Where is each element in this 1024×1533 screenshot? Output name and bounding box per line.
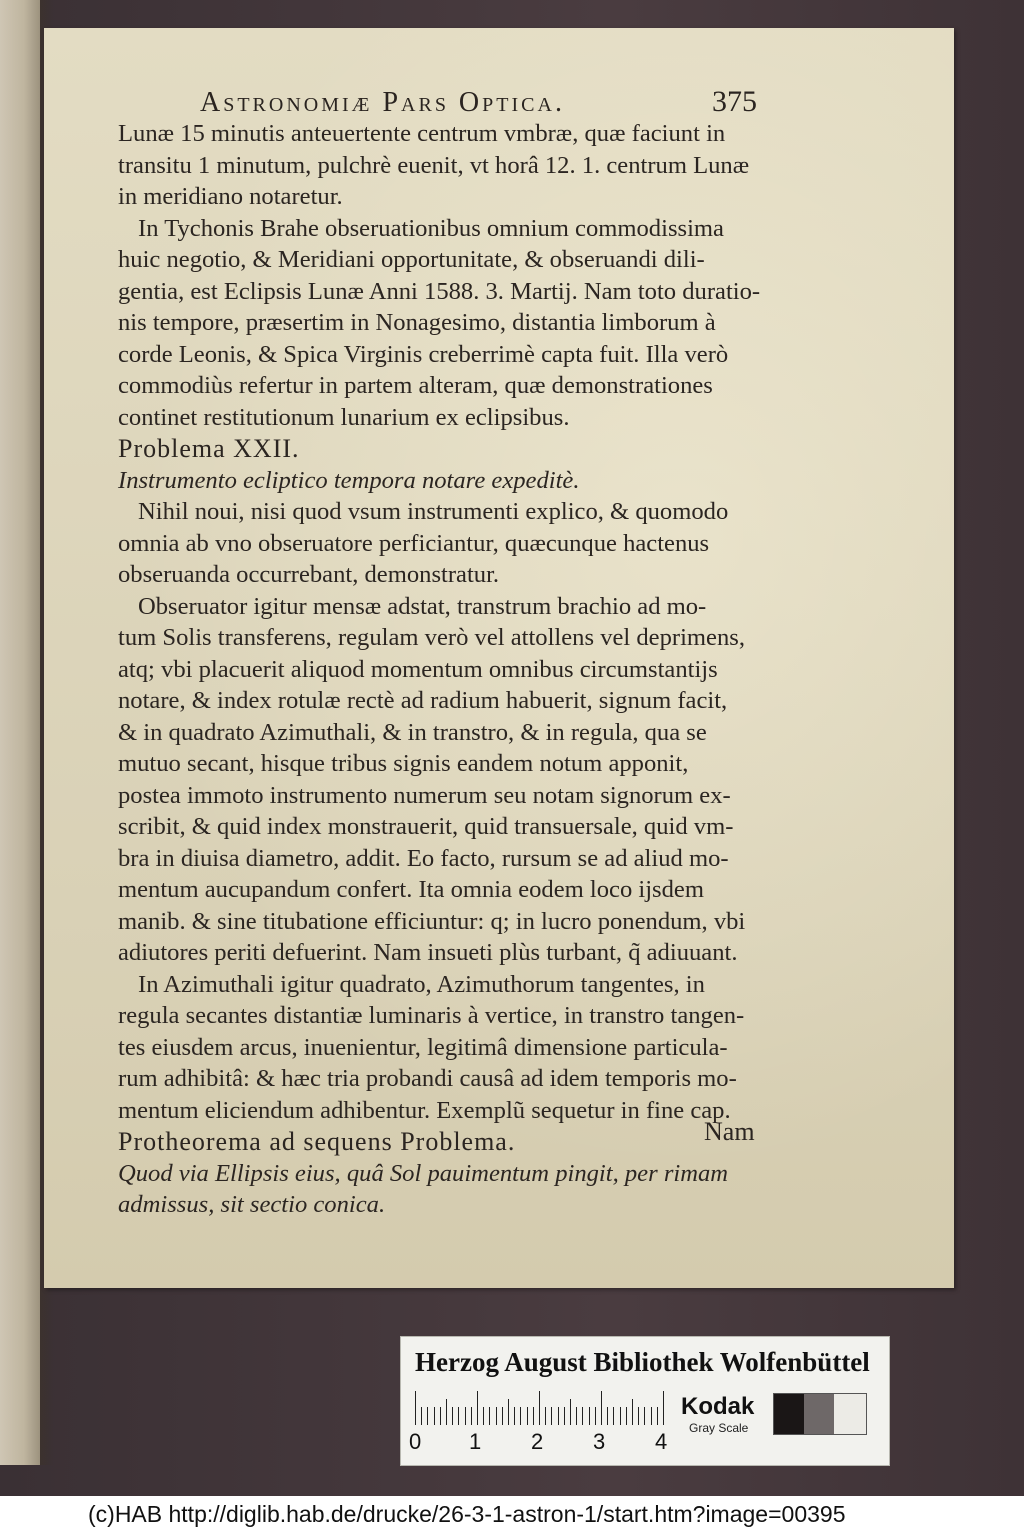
text-line: In Tychonis Brahe obseruationibus omnium commodissima: [138, 214, 724, 242]
ruler-number: 0: [409, 1429, 422, 1454]
text-line: tes eiusdem arcus, inuenientur, legitimâ dimensione particula-: [118, 1033, 728, 1061]
text-line: in meridiano notaretur.: [118, 183, 343, 210]
swatch-white: [834, 1394, 866, 1434]
ruler-tick: [638, 1407, 639, 1425]
ruler-tick: [558, 1407, 559, 1425]
ruler-tick: [520, 1407, 521, 1425]
ruler-tick: [527, 1407, 528, 1425]
gray-scale-swatches: [773, 1393, 867, 1435]
text-line: tum Solis transferens, regulam verò vel attollens vel deprimens,: [118, 624, 745, 651]
protheorema-heading: Protheorema ad sequens Problema.: [118, 1127, 516, 1156]
text-line: In Azimuthali igitur quadrato, Azimuthorum tangentes, in: [138, 970, 705, 998]
text-line: notare, & index rotulæ rectè ad radium habuerit, signum facit,: [118, 687, 728, 714]
text-line: commodiùs refertur in partem alteram, quæ demonstrationes: [118, 372, 713, 399]
ruler-tick: [465, 1407, 466, 1425]
ruler-tick: [415, 1391, 416, 1425]
text-line: continet restitutionum lunarium ex eclipsibus.: [118, 403, 570, 431]
library-name: Herzog August Bibliothek Wolfenbüttel: [415, 1347, 870, 1377]
ruler-tick: [427, 1407, 428, 1425]
caption-text: (c)HAB http://diglib.hab.de/drucke/26-3-1-astron-1/start.htm?image=00395: [88, 1501, 846, 1527]
ruler-tick: [644, 1407, 645, 1425]
text-line: transitu 1 minutum, pulchrè euenit, vt horâ 12. 1. centrum Lunæ: [118, 151, 750, 179]
ruler-tick: [434, 1407, 435, 1425]
text-line: obseruanda occurrebant, demonstratur.: [118, 561, 500, 588]
ruler-tick: [471, 1407, 472, 1425]
ruler-tick: [564, 1407, 565, 1425]
text-line: postea immoto instrumento numerum seu notam signorum ex-: [118, 781, 731, 809]
problem-subheading: Instrumento ecliptico tempora notare expeditè.: [118, 466, 580, 494]
ruler-tick: [489, 1407, 490, 1425]
text-line: adiutores periti defuerint. Nam insueti plùs turbant, q̃ adiuuant.: [118, 939, 738, 966]
text-line: omnia ab vno obseruatore perficiantur, quæcunque hactenus: [118, 529, 710, 557]
protheorema-subheading: [118, 1158, 768, 1221]
ruler-tick: [551, 1407, 552, 1425]
ruler-tick: [576, 1407, 577, 1425]
text-line: scribit, & quid index monstrauerit, quid transuersale, quid vm-: [118, 813, 734, 840]
text-line: atq; vbi placuerit aliquod momentum omnibus circumstantijs: [118, 655, 718, 683]
ruler-tick: [508, 1399, 509, 1425]
gray-scale-label: Gray Scale: [689, 1421, 749, 1435]
swatch-gray: [804, 1394, 834, 1434]
text-line: gentia, est Eclipsis Lunæ Anni 1588. 3. Martij. Nam toto duratio-: [118, 277, 761, 305]
text-line: & in quadrato Azimuthali, & in transtro, & in regula, qua se: [118, 718, 707, 746]
text-line: Obseruator igitur mensæ adstat, transtrum brachio ad mo-: [138, 592, 707, 620]
paragraph-5: [118, 969, 768, 1127]
paragraph-1: [118, 118, 768, 213]
text-line: admissus, sit sectio conica.: [118, 1191, 386, 1218]
kodak-logo: Kodak: [681, 1393, 755, 1420]
paragraph-2: [118, 213, 768, 434]
scale-ruler: [415, 1389, 669, 1425]
ruler-tick: [601, 1391, 602, 1425]
ruler-tick: [483, 1407, 484, 1425]
problem-heading: Problema XXII.: [118, 434, 300, 463]
ruler-tick: [533, 1407, 534, 1425]
running-title: Astronomiæ Pars Optica.: [200, 87, 565, 118]
swatch-black: [774, 1394, 804, 1434]
ruler-tick: [440, 1407, 441, 1425]
ruler-tick: [657, 1407, 658, 1425]
ruler-tick: [570, 1399, 571, 1425]
ruler-tick: [613, 1407, 614, 1425]
text-line: mutuo secant, hisque tribus signis eandem notum apponit,: [118, 750, 689, 777]
ruler-tick: [545, 1407, 546, 1425]
text-line: corde Leonis, & Spica Virginis creberrimè capta fuit. Illa verò: [118, 340, 729, 368]
ruler-number: 3: [593, 1429, 606, 1454]
ruler-tick: [607, 1407, 608, 1425]
text-line: bra in diuisa diametro, addit. Eo facto, rursum se ad aliud mo-: [118, 844, 729, 872]
color-target-card: [400, 1336, 890, 1466]
ruler-tick: [539, 1391, 540, 1425]
ruler-number: 1: [469, 1429, 482, 1454]
ruler-tick: [458, 1407, 459, 1425]
text-line: regula secantes distantiæ luminaris à vertice, in transtro tangen-: [118, 1002, 745, 1029]
ruler-tick: [446, 1399, 447, 1425]
ruler-tick: [582, 1407, 583, 1425]
text-line: manib. & sine titubatione efficiuntur: q; in lucro ponendum, vbi: [118, 907, 746, 935]
book-gutter: [0, 0, 40, 1465]
text-line: Lunæ 15 minutis anteuertente centrum vmbræ, quæ faciunt in: [118, 120, 726, 147]
page-text: [118, 118, 768, 1221]
ruler-tick: [626, 1407, 627, 1425]
ruler-number: 2: [531, 1429, 544, 1454]
text-line: rum adhibitâ: & hæc tria probandi causâ ad idem temporis mo-: [118, 1065, 737, 1092]
ruler-tick: [589, 1407, 590, 1425]
ruler-tick: [632, 1399, 633, 1425]
copyright-caption: [0, 1496, 1024, 1533]
ruler-tick: [514, 1407, 515, 1425]
catchword: Nam: [704, 1117, 755, 1146]
text-line: mentum aucupandum confert. Ita omnia eodem loco ijsdem: [118, 876, 704, 903]
paragraph-3: [118, 496, 768, 591]
text-line: Quod via Ellipsis eius, quâ Sol pauimentum pingit, per rimam: [118, 1159, 729, 1187]
ruler-tick: [651, 1407, 652, 1425]
ruler-number: 4: [655, 1429, 668, 1454]
text-line: huic negotio, & Meridiani opportunitate, & obseruandi dili-: [118, 246, 705, 273]
text-line: Nihil noui, nisi quod vsum instrumenti explico, & quomodo: [138, 498, 729, 525]
text-line: mentum eliciendum adhibentur. Exemplũ sequetur in fine cap.: [118, 1096, 731, 1124]
ruler-tick: [663, 1391, 664, 1425]
ruler-tick: [452, 1407, 453, 1425]
ruler-tick: [595, 1407, 596, 1425]
ruler-tick: [477, 1391, 478, 1425]
text-line: nis tempore, præsertim in Nonagesimo, distantia limborum à: [118, 309, 716, 336]
ruler-tick: [421, 1407, 422, 1425]
ruler-tick: [502, 1407, 503, 1425]
ruler-tick: [496, 1407, 497, 1425]
ruler-tick: [620, 1407, 621, 1425]
paragraph-4: [118, 591, 768, 969]
page-number: 375: [712, 85, 757, 118]
